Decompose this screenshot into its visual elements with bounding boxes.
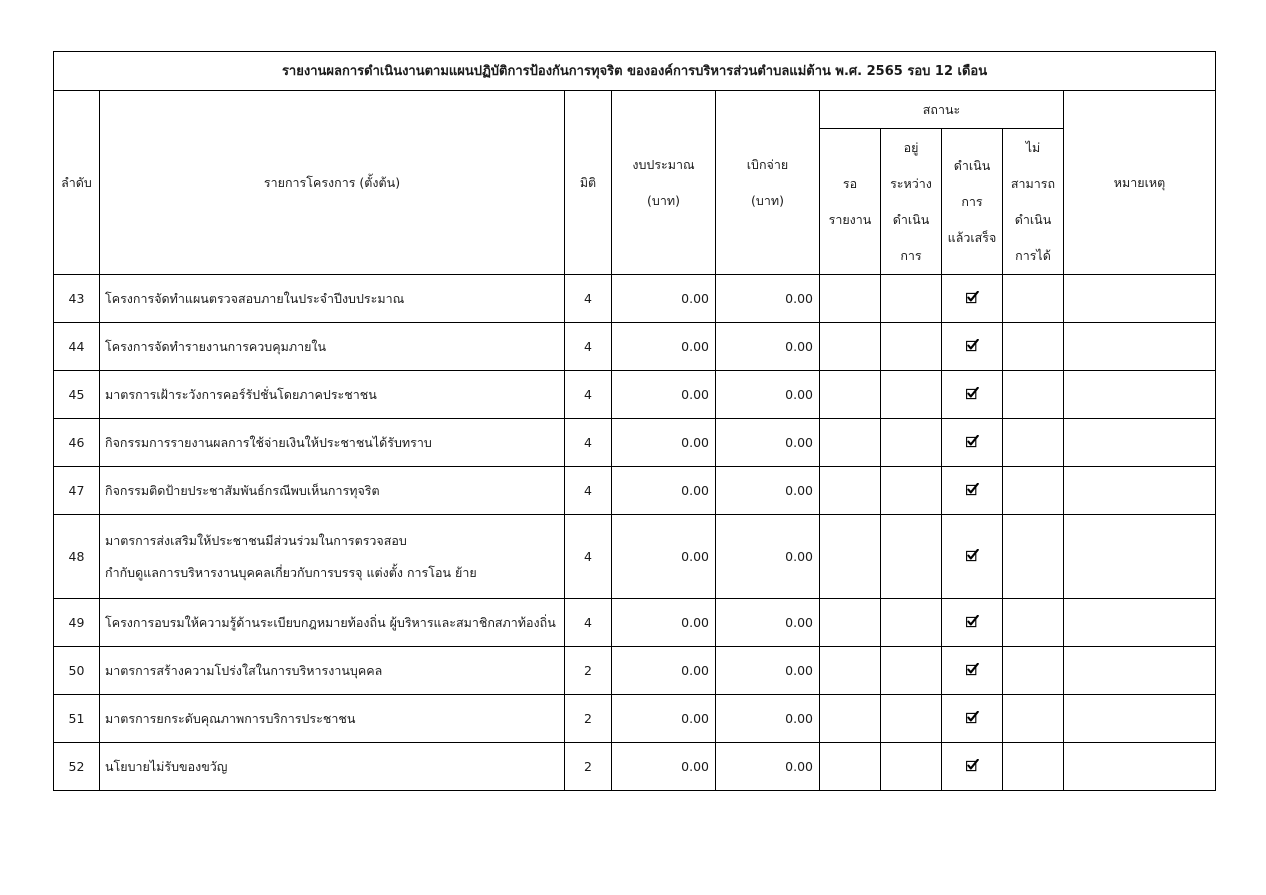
header-spent-text [747, 147, 788, 219]
row-no: 48 [54, 515, 100, 599]
header-status-inprogress-line2: ระหว่าง [890, 175, 932, 191]
header-status-inprogress [881, 129, 942, 275]
row-status-inprogress [881, 323, 942, 371]
row-spent: 0.00 [716, 467, 820, 515]
checkbox-checked-icon [966, 291, 978, 303]
header-status-waiting-line2: รายงาน [828, 211, 872, 227]
row-project [100, 695, 565, 743]
row-status-waiting [820, 467, 881, 515]
table-row [54, 419, 1216, 467]
row-budget: 0.00 [612, 371, 716, 419]
header-status-unable-line2: สามารถ [1010, 175, 1056, 191]
row-spent: 0.00 [716, 743, 820, 791]
header-spent-line2: (บาท) [751, 192, 784, 208]
row-project-line2: กำกับดูแลการบริหารงานบุคคลเกี่ยวกับการบรรจุ แต่งตั้ง การโอน ย้าย [105, 564, 477, 580]
row-status-unable [1003, 647, 1064, 695]
row-status-waiting [820, 323, 881, 371]
row-status-unable [1003, 743, 1064, 791]
row-spent: 0.00 [716, 599, 820, 647]
row-no: 45 [54, 371, 100, 419]
table-row [54, 323, 1216, 371]
row-status-done [942, 323, 1003, 371]
row-project [100, 467, 565, 515]
row-status-done [942, 599, 1003, 647]
row-project [100, 515, 565, 599]
header-status-unable-line4: การได้ [1015, 247, 1051, 263]
row-spent: 0.00 [716, 647, 820, 695]
row-remark [1064, 743, 1216, 791]
row-no: 46 [54, 419, 100, 467]
row-dimension: 4 [565, 599, 612, 647]
row-project [100, 743, 565, 791]
row-dimension: 4 [565, 275, 612, 323]
row-status-inprogress [881, 419, 942, 467]
row-project-line1: นโยบายไม่รับของขวัญ [105, 759, 228, 774]
header-status-inprogress-line1: อยู่ [903, 139, 919, 155]
row-spent: 0.00 [716, 515, 820, 599]
row-project [100, 371, 565, 419]
row-dimension: 4 [565, 371, 612, 419]
row-dimension: 4 [565, 323, 612, 371]
row-budget: 0.00 [612, 467, 716, 515]
table-row [54, 275, 1216, 323]
row-status-waiting [820, 419, 881, 467]
header-status-waiting-line1: รอ [842, 175, 858, 191]
row-status-inprogress [881, 371, 942, 419]
header-budget-line1: งบประมาณ [632, 156, 695, 172]
table-row [54, 743, 1216, 791]
row-project-line1: กิจกรรมติดป้ายประชาสัมพันธ์กรณีพบเห็นการทุจริต [105, 483, 380, 498]
checkbox-checked-icon [966, 549, 978, 561]
row-project-line1: กิจกรรมการรายงานผลการใช้จ่ายเงินให้ประชาชนได้รับทราบ [105, 435, 432, 450]
row-dimension: 4 [565, 515, 612, 599]
row-no: 44 [54, 323, 100, 371]
header-status-done-line1: ดำเนิน [953, 157, 991, 173]
checkbox-checked-icon [966, 435, 978, 447]
header-status-waiting-text [829, 166, 872, 238]
row-remark [1064, 467, 1216, 515]
row-remark [1064, 695, 1216, 743]
row-no: 47 [54, 467, 100, 515]
checkbox-checked-icon [966, 711, 978, 723]
row-budget: 0.00 [612, 323, 716, 371]
row-status-waiting [820, 599, 881, 647]
header-status-unable-line1: ไม่ [1025, 139, 1041, 155]
row-status-unable [1003, 275, 1064, 323]
row-remark [1064, 419, 1216, 467]
row-budget: 0.00 [612, 515, 716, 599]
checkbox-checked-icon [966, 759, 978, 771]
row-dimension: 4 [565, 467, 612, 515]
header-status-done-text [948, 148, 997, 256]
table-row [54, 647, 1216, 695]
row-spent: 0.00 [716, 371, 820, 419]
header-remark: หมายเหตุ [1064, 91, 1216, 275]
report-title: รายงานผลการดำเนินงานตามแผนปฏิบัติการป้องกันการทุจริต ขององค์การบริหารส่วนตำบลแม่ต้าน พ.ศ. 2565 รอบ 12 เดือน [54, 52, 1216, 91]
row-status-inprogress [881, 515, 942, 599]
row-project-line1: โครงการจัดทำรายงานการควบคุมภายใน [105, 339, 327, 354]
row-status-waiting [820, 275, 881, 323]
header-status-done [942, 129, 1003, 275]
row-status-inprogress [881, 743, 942, 791]
row-status-done [942, 647, 1003, 695]
header-status-done-line3: แล้วเสร็จ [947, 229, 997, 245]
row-project [100, 275, 565, 323]
table-row [54, 371, 1216, 419]
row-dimension: 4 [565, 419, 612, 467]
row-status-unable [1003, 419, 1064, 467]
table-row [54, 599, 1216, 647]
header-status-unable [1003, 129, 1064, 275]
header-status-inprogress-line3: ดำเนิน [892, 211, 930, 227]
row-status-waiting [820, 695, 881, 743]
header-project: รายการโครงการ (ตั้งต้น) [100, 91, 565, 275]
row-status-unable [1003, 467, 1064, 515]
row-spent: 0.00 [716, 275, 820, 323]
row-status-done [942, 275, 1003, 323]
header-budget-line2: (บาท) [647, 192, 680, 208]
row-remark [1064, 515, 1216, 599]
header-status-unable-line3: ดำเนิน [1014, 211, 1052, 227]
row-dimension: 2 [565, 647, 612, 695]
row-project-line1: มาตรการเฝ้าระวังการคอร์รัปชั่นโดยภาคประชาชน [105, 387, 377, 402]
row-spent: 0.00 [716, 419, 820, 467]
row-no: 51 [54, 695, 100, 743]
row-spent: 0.00 [716, 695, 820, 743]
header-budget [612, 91, 716, 275]
row-status-done [942, 695, 1003, 743]
row-project [100, 419, 565, 467]
row-status-waiting [820, 371, 881, 419]
row-budget: 0.00 [612, 695, 716, 743]
checkbox-checked-icon [966, 339, 978, 351]
header-spent [716, 91, 820, 275]
row-status-unable [1003, 695, 1064, 743]
row-remark [1064, 371, 1216, 419]
row-status-inprogress [881, 275, 942, 323]
row-status-done [942, 515, 1003, 599]
table-row [54, 467, 1216, 515]
checkbox-checked-icon [966, 615, 978, 627]
row-budget: 0.00 [612, 599, 716, 647]
header-dimension: มิติ [565, 91, 612, 275]
row-status-done [942, 467, 1003, 515]
header-status-inprogress-line4: การ [900, 247, 922, 263]
row-remark [1064, 647, 1216, 695]
row-status-done [942, 371, 1003, 419]
row-status-waiting [820, 743, 881, 791]
row-project-line1: มาตรการสร้างความโปร่งใสในการบริหารงานบุคคล [105, 663, 383, 678]
header-status-inprogress-text [890, 130, 932, 274]
row-remark [1064, 323, 1216, 371]
row-project-line1: โครงการอบรมให้ความรู้ด้านระเบียบกฎหมายท้องถิ่น ผู้บริหารและสมาชิกสภาท้องถิ่น [105, 615, 556, 630]
header-status: สถานะ [820, 91, 1064, 129]
row-dimension: 2 [565, 743, 612, 791]
row-status-inprogress [881, 695, 942, 743]
header-status-waiting [820, 129, 881, 275]
checkbox-checked-icon [966, 387, 978, 399]
row-dimension: 2 [565, 695, 612, 743]
row-status-unable [1003, 371, 1064, 419]
row-project [100, 599, 565, 647]
row-status-done [942, 743, 1003, 791]
row-remark [1064, 275, 1216, 323]
row-project-line1: มาตรการยกระดับคุณภาพการบริการประชาชน [105, 711, 356, 726]
row-no: 52 [54, 743, 100, 791]
row-project-line1: มาตรการส่งเสริมให้ประชาชนมีส่วนร่วมในการตรวจสอบ [105, 532, 407, 548]
row-status-inprogress [881, 599, 942, 647]
row-status-done [942, 419, 1003, 467]
table-row [54, 515, 1216, 599]
row-budget: 0.00 [612, 275, 716, 323]
row-project [100, 323, 565, 371]
header-spent-line1: เบิกจ่าย [746, 156, 789, 172]
row-no: 50 [54, 647, 100, 695]
row-remark [1064, 599, 1216, 647]
row-status-inprogress [881, 467, 942, 515]
row-no: 49 [54, 599, 100, 647]
report-table [53, 51, 1216, 791]
row-budget: 0.00 [612, 647, 716, 695]
row-status-unable [1003, 599, 1064, 647]
row-status-waiting [820, 515, 881, 599]
header-no: ลำดับ [54, 91, 100, 275]
row-project-line1: โครงการจัดทำแผนตรวจสอบภายในประจำปีงบประมาณ [105, 291, 405, 306]
row-project [100, 647, 565, 695]
checkbox-checked-icon [966, 483, 978, 495]
row-no: 43 [54, 275, 100, 323]
header-status-unable-text [1011, 130, 1055, 274]
row-status-inprogress [881, 647, 942, 695]
header-status-done-line2: การ [961, 193, 983, 209]
row-status-waiting [820, 647, 881, 695]
row-budget: 0.00 [612, 419, 716, 467]
table-row [54, 695, 1216, 743]
header-budget-text [632, 147, 694, 219]
checkbox-checked-icon [966, 663, 978, 675]
row-spent: 0.00 [716, 323, 820, 371]
row-budget: 0.00 [612, 743, 716, 791]
row-status-unable [1003, 323, 1064, 371]
row-status-unable [1003, 515, 1064, 599]
